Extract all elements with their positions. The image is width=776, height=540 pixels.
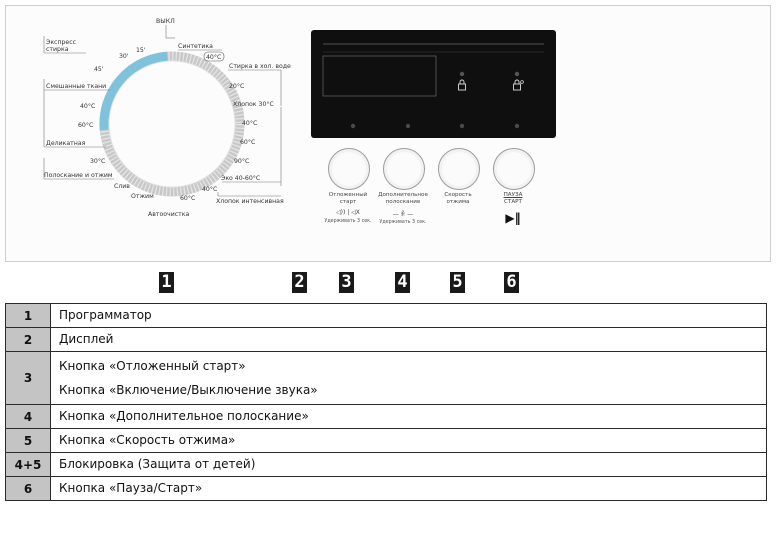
legend-row <box>6 304 767 328</box>
extra-rinse-label-line2: полоскание <box>385 199 421 205</box>
legend-key: 3 <box>6 352 51 405</box>
display-graphics <box>311 30 556 138</box>
legend-desc <box>51 352 767 405</box>
dial-label-cotton-intensive: Хлопок интенсивная <box>216 198 284 205</box>
dial-inner-edge <box>109 61 235 187</box>
legend-desc-line: Кнопка «Отложенный старт» <box>59 359 246 373</box>
dial-label-off: ВЫКЛ <box>156 18 175 25</box>
pause-start-label-line2: СТАРТ <box>504 199 522 205</box>
legend-table <box>5 303 767 501</box>
led-delay <box>351 124 355 128</box>
dial-label-synthetic-temp: 40°C <box>206 54 222 61</box>
dial-label-cotton: Хлопок 30°C <box>233 101 274 108</box>
legend-key: 5 <box>6 429 51 453</box>
dial-label-mixed: Смешанные ткани <box>46 83 107 90</box>
legend-row <box>6 429 767 453</box>
dial-label-express-line2: стирка <box>46 46 69 53</box>
delay-start-button[interactable] <box>328 148 370 190</box>
spin-speed-label-line1: Скорость <box>444 192 472 198</box>
marker-2: 2 <box>292 272 307 293</box>
programmer-dial[interactable] <box>6 6 306 256</box>
legend-row <box>6 453 767 477</box>
extra-rinse-button[interactable] <box>383 148 425 190</box>
legend-desc: Кнопка «Скорость отжима» <box>51 429 767 453</box>
legend-desc: Блокировка (Защита от детей) <box>51 453 767 477</box>
dial-label-express-line1: Экспресс <box>46 39 77 46</box>
dial-label-t40b: 40°C <box>202 186 218 193</box>
legend-key: 6 <box>6 477 51 501</box>
dial-label-rinse-spin: Полоскание и отжим <box>44 172 113 179</box>
dial-label-spin: Отжим <box>131 193 154 200</box>
legend-desc: Программатор <box>51 304 767 328</box>
led-spin <box>460 124 464 128</box>
sound-icon: ◁)) | ◁X <box>336 209 360 216</box>
legend-desc: Кнопка «Дополнительное полоскание» <box>51 405 767 429</box>
marker-5: 5 <box>450 272 465 293</box>
play-pause-icon: ▶‖ <box>505 211 521 225</box>
lock-led <box>460 72 464 76</box>
control-panel <box>5 5 771 262</box>
marker-3: 3 <box>339 272 354 293</box>
legend-key: 1 <box>6 304 51 328</box>
dial-label-t20: 20°C <box>229 83 245 90</box>
display-screen <box>323 56 436 96</box>
legend-key: 4+5 <box>6 453 51 477</box>
legend-row <box>6 477 767 501</box>
dial-label-t40a: 40°C <box>242 120 258 127</box>
dial-highlight-arc <box>104 56 167 130</box>
extra-rinse-label-line1: Дополнительное <box>378 192 428 198</box>
dial-label-express-15: 15' <box>136 47 146 54</box>
dial-label-cold-wash: Стирка в хол. воде <box>229 63 291 70</box>
dial-label-t60b: 60°C <box>180 195 196 202</box>
delay-start-label-line2: старт <box>339 199 357 205</box>
dial-label-eco: Эко 40-60°C <box>221 175 261 182</box>
child-lock-combo-icon: — ꆜ — <box>392 211 414 218</box>
dial-label-t90: 90°C <box>234 158 250 165</box>
legend-row <box>6 352 767 405</box>
dial-label-t60a: 60°C <box>240 139 256 146</box>
pause-start-label-line1: ПАУЗА <box>503 192 523 198</box>
delay-start-label-line1: Отложенный <box>328 192 368 198</box>
legend-key: 2 <box>6 328 51 352</box>
pause-start-button[interactable] <box>493 148 535 190</box>
marker-4: 4 <box>395 272 410 293</box>
dial-label-mixed-t60: 60°C <box>78 122 94 129</box>
door-lock-icon <box>514 80 524 90</box>
marker-1: 1 <box>159 272 174 293</box>
dial-label-synthetic: Синтетика <box>178 43 213 50</box>
pause-start-label <box>478 192 548 206</box>
display <box>311 30 556 138</box>
legend-row <box>6 328 767 352</box>
legend-row <box>6 405 767 429</box>
legend-desc-line: Кнопка «Включение/Выключение звука» <box>59 383 318 397</box>
spin-speed-button[interactable] <box>438 148 480 190</box>
dial-label-express-30: 30' <box>119 53 129 60</box>
marker-6: 6 <box>504 272 519 293</box>
door-lock-led <box>515 72 519 76</box>
legend-desc: Дисплей <box>51 328 767 352</box>
led-start <box>515 124 519 128</box>
delay-hold-hint: Удерживать 3 сек. <box>324 219 372 224</box>
dial-label-self-clean: Автоочистка <box>148 211 190 218</box>
spin-speed-label-line2: отжима <box>446 199 470 205</box>
child-lock-icon <box>459 80 466 90</box>
dial-label-drain: Слив <box>114 183 130 190</box>
dial-label-delicate: Деликатная <box>46 140 86 147</box>
rinse-hold-hint: Удерживать 3 сек. <box>379 220 427 225</box>
dial-label-delicate-temp: 30°C <box>90 158 106 165</box>
dial-label-express-45: 45' <box>94 66 104 73</box>
led-rinse <box>406 124 410 128</box>
dial-label-mixed-t40: 40°C <box>80 103 96 110</box>
legend-desc: Кнопка «Пауза/Старт» <box>51 477 767 501</box>
legend-key: 4 <box>6 405 51 429</box>
